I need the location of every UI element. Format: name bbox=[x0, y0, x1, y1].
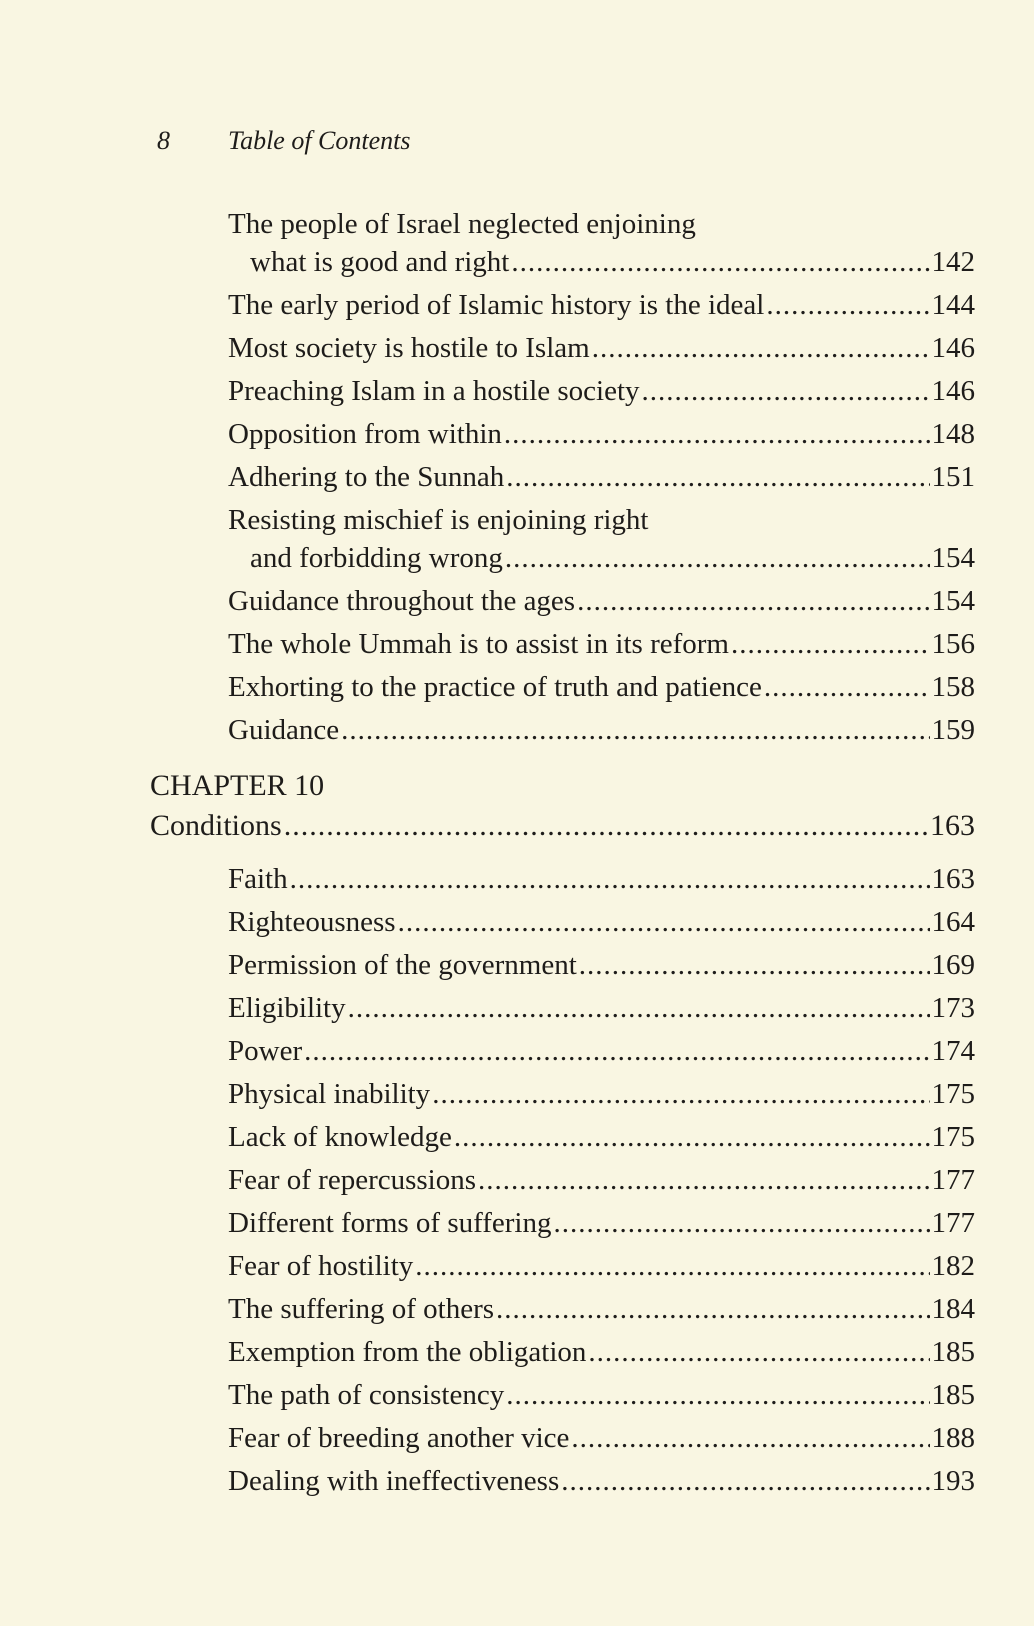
toc-entry bbox=[228, 1075, 975, 1113]
entry-page: 177 bbox=[931, 1207, 975, 1239]
toc-entry-chapter bbox=[150, 806, 975, 846]
entry-page: 185 bbox=[931, 1336, 975, 1368]
entry-title: Exemption from the obligation bbox=[228, 1336, 587, 1368]
toc-entry bbox=[228, 1161, 975, 1199]
toc-entry bbox=[228, 372, 975, 410]
toc-entry bbox=[228, 946, 975, 984]
entry-page: 144 bbox=[931, 289, 975, 321]
toc-entry bbox=[228, 582, 975, 620]
toc-entry bbox=[228, 1118, 975, 1156]
toc-entry bbox=[228, 1290, 975, 1328]
running-header bbox=[157, 126, 411, 156]
entry-title: Fear of repercussions bbox=[228, 1164, 477, 1196]
toc-line bbox=[228, 243, 975, 281]
entry-page: 184 bbox=[931, 1293, 975, 1325]
entry-page: 185 bbox=[931, 1379, 975, 1411]
entry-page: 175 bbox=[931, 1121, 975, 1153]
toc-line bbox=[228, 946, 975, 984]
toc-line bbox=[228, 711, 975, 749]
dot-leader bbox=[505, 539, 930, 577]
entry-page: 188 bbox=[931, 1422, 975, 1454]
toc-line bbox=[228, 372, 975, 410]
toc-line bbox=[228, 582, 975, 620]
dot-leader bbox=[579, 946, 930, 984]
toc-line bbox=[228, 989, 975, 1027]
dot-leader bbox=[764, 668, 930, 706]
dot-leader bbox=[415, 1247, 929, 1285]
dot-leader bbox=[731, 625, 930, 663]
entry-title: and forbidding wrong bbox=[250, 542, 503, 574]
toc-line bbox=[228, 1161, 975, 1199]
toc-entry bbox=[228, 205, 975, 281]
dot-leader bbox=[571, 1419, 929, 1457]
toc-line bbox=[228, 205, 975, 243]
toc-entry bbox=[228, 1333, 975, 1371]
toc-entry bbox=[228, 903, 975, 941]
dot-leader bbox=[432, 1075, 929, 1113]
entry-title: Guidance throughout the ages bbox=[228, 585, 576, 617]
toc-section-b bbox=[228, 860, 975, 1505]
entry-page: 158 bbox=[931, 671, 975, 703]
toc-line bbox=[228, 501, 975, 539]
entry-title: The people of Israel neglected enjoining bbox=[228, 208, 696, 240]
dot-leader bbox=[642, 372, 930, 410]
entry-page: 175 bbox=[931, 1078, 975, 1110]
toc-line bbox=[228, 458, 975, 496]
toc-line bbox=[228, 329, 975, 367]
entry-title: Power bbox=[228, 1035, 303, 1067]
dot-leader bbox=[553, 1204, 929, 1242]
entry-page: 146 bbox=[931, 332, 975, 364]
entry-title: Faith bbox=[228, 863, 288, 895]
toc-entry bbox=[228, 329, 975, 367]
toc-entry bbox=[228, 711, 975, 749]
toc-line bbox=[228, 286, 975, 324]
entry-page: 173 bbox=[931, 992, 975, 1024]
entry-title: The early period of Islamic history is the ideal bbox=[228, 289, 765, 321]
page-number: 8 bbox=[157, 126, 170, 155]
entry-page: 156 bbox=[931, 628, 975, 660]
entry-title: Lack of knowledge bbox=[228, 1121, 452, 1153]
entry-title: Eligibility bbox=[228, 992, 346, 1024]
dot-leader bbox=[577, 582, 929, 620]
entry-title: Guidance bbox=[228, 714, 340, 746]
entry-page: 142 bbox=[931, 246, 975, 278]
entry-title: Exhorting to the practice of truth and patience bbox=[228, 671, 762, 703]
entry-title: Most society is hostile to Islam bbox=[228, 332, 590, 364]
toc-line bbox=[228, 1333, 975, 1371]
toc-entry bbox=[228, 1376, 975, 1414]
toc-entry bbox=[228, 625, 975, 663]
dot-leader bbox=[504, 415, 930, 453]
toc-entry bbox=[228, 501, 975, 577]
entry-page: 148 bbox=[931, 418, 975, 450]
entry-page: 159 bbox=[931, 714, 975, 746]
entry-title: The suffering of others bbox=[228, 1293, 495, 1325]
toc-section-a bbox=[228, 205, 975, 754]
entry-page: 163 bbox=[931, 863, 975, 895]
dot-leader bbox=[348, 989, 930, 1027]
toc-entry bbox=[228, 415, 975, 453]
entry-page: 146 bbox=[931, 375, 975, 407]
entry-title: Different forms of suffering bbox=[228, 1207, 552, 1239]
dot-leader bbox=[398, 903, 930, 941]
dot-leader bbox=[506, 1376, 929, 1414]
entry-title: Permission of the government bbox=[228, 949, 577, 981]
entry-page: 193 bbox=[931, 1465, 975, 1497]
chapter-page: 163 bbox=[930, 809, 975, 842]
dot-leader bbox=[511, 243, 929, 281]
toc-line bbox=[228, 415, 975, 453]
entry-title: The whole Ummah is to assist in its reform bbox=[228, 628, 729, 660]
entry-title: Adhering to the Sunnah bbox=[228, 461, 505, 493]
toc-line bbox=[228, 1032, 975, 1070]
toc-line bbox=[228, 1118, 975, 1156]
toc-line bbox=[228, 1247, 975, 1285]
toc-entry bbox=[228, 1204, 975, 1242]
toc-line bbox=[228, 1290, 975, 1328]
toc-entry bbox=[228, 286, 975, 324]
dot-leader bbox=[588, 1333, 929, 1371]
chapter-title: Conditions bbox=[150, 809, 282, 842]
entry-title: what is good and right bbox=[250, 246, 510, 278]
dot-leader bbox=[506, 458, 929, 496]
toc-line bbox=[228, 625, 975, 663]
dot-leader bbox=[766, 286, 929, 324]
toc-line bbox=[228, 1204, 975, 1242]
toc-line bbox=[228, 1462, 975, 1500]
toc-line bbox=[228, 668, 975, 706]
dot-leader bbox=[284, 806, 928, 846]
toc-entry bbox=[228, 1462, 975, 1500]
entry-title: Opposition from within bbox=[228, 418, 502, 450]
entry-title: Preaching Islam in a hostile society bbox=[228, 375, 640, 407]
entry-page: 164 bbox=[931, 906, 975, 938]
entry-page: 177 bbox=[931, 1164, 975, 1196]
running-title: Table of Contents bbox=[228, 126, 411, 155]
toc-entry bbox=[228, 458, 975, 496]
entry-page: 169 bbox=[931, 949, 975, 981]
toc-line bbox=[228, 903, 975, 941]
toc-entry bbox=[228, 1419, 975, 1457]
toc-line bbox=[228, 1419, 975, 1457]
entry-page: 154 bbox=[931, 585, 975, 617]
dot-leader bbox=[592, 329, 930, 367]
chapter-heading bbox=[150, 766, 975, 846]
entry-title: Fear of hostility bbox=[228, 1250, 414, 1282]
toc-entry bbox=[228, 1247, 975, 1285]
dot-leader bbox=[290, 860, 930, 898]
entry-page: 182 bbox=[931, 1250, 975, 1282]
dot-leader bbox=[478, 1161, 929, 1199]
toc-entry bbox=[228, 860, 975, 898]
dot-leader bbox=[304, 1032, 929, 1070]
toc-line bbox=[228, 539, 975, 577]
toc-line bbox=[228, 860, 975, 898]
chapter-label: CHAPTER 10 bbox=[150, 769, 325, 802]
entry-title: Righteousness bbox=[228, 906, 396, 938]
entry-title: Physical inability bbox=[228, 1078, 431, 1110]
toc-entry bbox=[228, 989, 975, 1027]
toc-line bbox=[228, 1376, 975, 1414]
entry-page: 154 bbox=[931, 542, 975, 574]
toc-entry bbox=[228, 668, 975, 706]
entry-page: 151 bbox=[931, 461, 975, 493]
toc-entry bbox=[228, 1032, 975, 1070]
dot-leader bbox=[561, 1462, 929, 1500]
entry-page: 174 bbox=[931, 1035, 975, 1067]
entry-title: Resisting mischief is enjoining right bbox=[228, 504, 649, 536]
toc-line bbox=[228, 1075, 975, 1113]
entry-title: Fear of breeding another vice bbox=[228, 1422, 570, 1454]
entry-title: The path of consistency bbox=[228, 1379, 505, 1411]
dot-leader bbox=[341, 711, 929, 749]
entry-title: Dealing with ineffectiveness bbox=[228, 1465, 560, 1497]
dot-leader bbox=[496, 1290, 929, 1328]
dot-leader bbox=[454, 1118, 930, 1156]
